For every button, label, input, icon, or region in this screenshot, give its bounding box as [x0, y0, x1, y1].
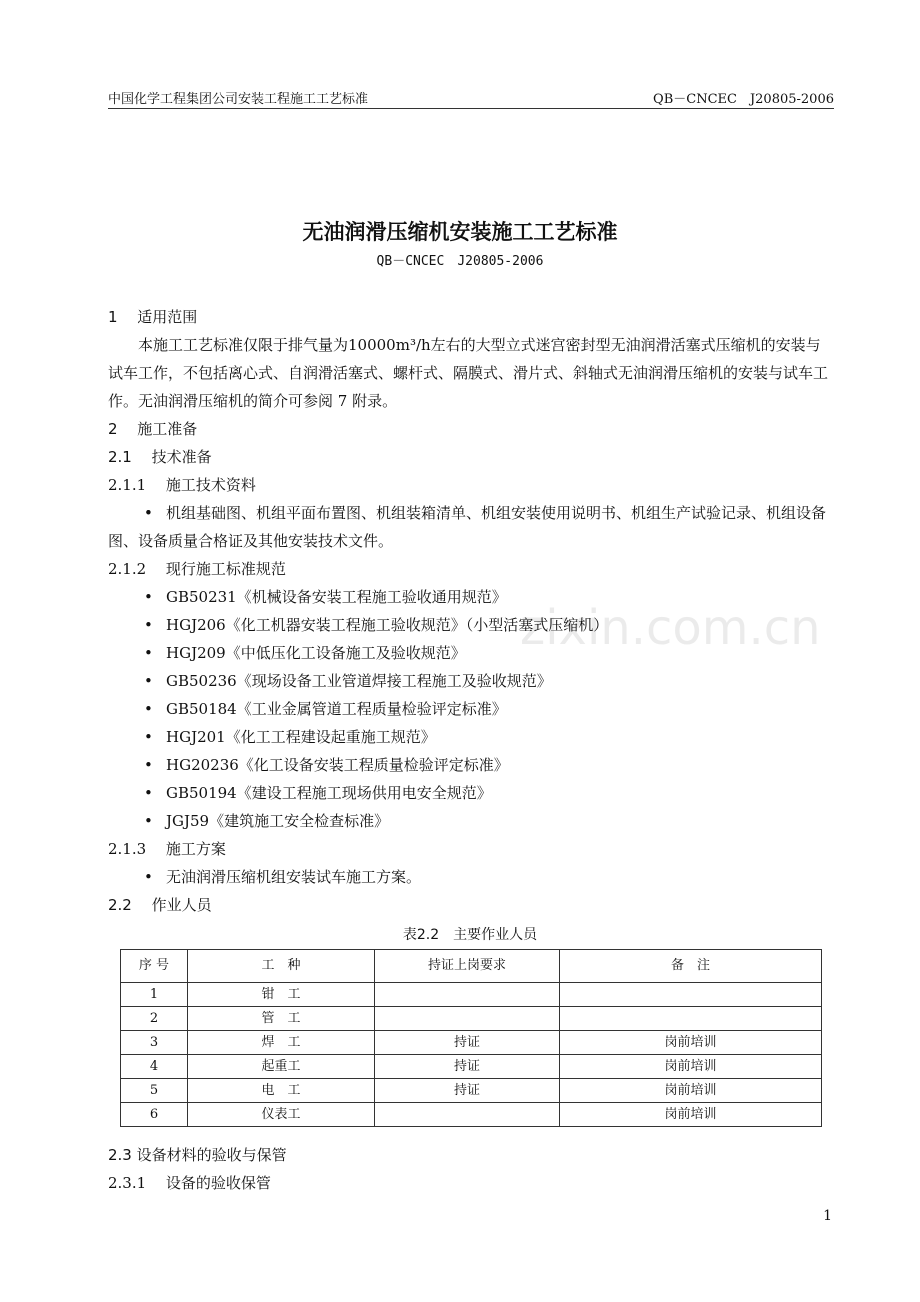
standard-item [108, 695, 832, 723]
section-2-1-heading: 2.1 技术准备 [108, 448, 212, 466]
table-row [121, 1103, 822, 1127]
cell-number: 3 [121, 1031, 188, 1055]
cell-remarks [560, 983, 822, 1007]
cell-certification: 持证 [375, 1055, 560, 1079]
header-cell-remarks: 备 注 [560, 950, 822, 983]
cell-remarks: 岗前培训 [560, 1031, 822, 1055]
standard-item [108, 779, 832, 807]
standard-item-text: HG20236《化工设备安装工程质量检验评定标准》 [166, 756, 509, 774]
header-cell-certification: 持证上岗要求 [375, 950, 560, 983]
cell-number: 2 [121, 1007, 188, 1031]
table-caption: 表2.2 主要作业人员 [402, 927, 538, 943]
cell-certification [375, 1103, 560, 1127]
cell-number: 5 [121, 1079, 188, 1103]
table-header-row [121, 950, 822, 983]
cell-trade: 钳 工 [188, 983, 375, 1007]
standard-item-text: HGJ206《化工机器安装工程施工验收规范》（小型活塞式压缩机） [166, 616, 609, 634]
section-2-1-1-heading: 2.1.1 施工技术资料 [108, 476, 256, 494]
standard-item [108, 611, 832, 639]
cell-trade: 电 工 [188, 1079, 375, 1103]
plan-item-text: 无油润滑压缩机组安装试车施工方案。 [166, 868, 422, 886]
standard-item-text: GB50231《机械设备安装工程施工验收通用规范》 [166, 588, 507, 606]
standard-item [108, 667, 832, 695]
header-right: QB－CNCEC J20805-2006 [653, 92, 834, 107]
section-2-2-heading: 2.2 作业人员 [108, 896, 212, 914]
bullet-icon: • • [144, 504, 153, 522]
plan-item [108, 863, 832, 891]
cell-number: 6 [121, 1103, 188, 1127]
document-title: 无油润滑压缩机安装施工工艺标准 [302, 220, 618, 244]
cell-remarks: 岗前培训 [560, 1055, 822, 1079]
cell-trade: 起重工 [188, 1055, 375, 1079]
standard-item [108, 639, 832, 667]
cell-number: 1 [121, 983, 188, 1007]
table-row [121, 983, 822, 1007]
table-row [121, 1031, 822, 1055]
standard-item [108, 751, 832, 779]
standard-item-text: GB50194《建设工程施工现场供用电安全规范》 [166, 784, 492, 802]
page-number: 1 [823, 1208, 832, 1224]
cell-number: 4 [121, 1055, 188, 1079]
header-cell-number: 序 号 [121, 950, 188, 983]
standard-item-text: HGJ201《化工工程建设起重施工规范》 [166, 728, 436, 746]
cell-remarks: 岗前培训 [560, 1103, 822, 1127]
standard-item-text: HGJ209《中低压化工设备施工及验收规范》 [166, 644, 466, 662]
section-2-1-3-heading: 2.1.3 施工方案 [108, 840, 226, 858]
cell-certification: 持证 [375, 1079, 560, 1103]
standard-item-text: GB50184《工业金属管道工程质量检验评定标准》 [166, 700, 507, 718]
header-cell-trade: 工 种 [188, 950, 375, 983]
standard-item [108, 723, 832, 751]
document-body [108, 303, 832, 1197]
section-2-1-2-heading: 2.1.2 现行施工标准规范 [108, 560, 286, 578]
standard-item [108, 807, 832, 835]
table-row [121, 1055, 822, 1079]
section-2-heading: 2 施工准备 [108, 420, 198, 438]
header-left: 中国化学工程集团公司安装工程施工工艺标准 [108, 92, 369, 107]
standard-item-text: JGJ59《建筑施工安全检查标准》 [166, 812, 390, 830]
table-row [121, 1079, 822, 1103]
cell-remarks [560, 1007, 822, 1031]
tech-docs-text: 机组基础图、机组平面布置图、机组装箱清单、机组安装使用说明书、机组生产试验记录、机组设备图、设备质量合格证及其他安装技术文件。 [108, 504, 827, 550]
staff-table [120, 949, 822, 1127]
cell-trade: 焊 工 [188, 1031, 375, 1055]
section-2-3-heading: 2.3 设备材料的验收与保管 [108, 1146, 287, 1164]
table-row [121, 1007, 822, 1031]
standard-item [108, 583, 832, 611]
cell-certification: 持证 [375, 1031, 560, 1055]
cell-trade: 仪表工 [188, 1103, 375, 1127]
document-code: QB－CNCEC J20805-2006 [376, 254, 544, 269]
tech-docs-item [108, 499, 832, 555]
table-body [121, 983, 822, 1127]
section-2-3-1-heading: 2.3.1 设备的验收保管 [108, 1174, 271, 1192]
section-1-paragraph: 本施工工艺标准仅限于排气量为10000m³/h左右的大型立式迷宫密封型无油润滑活塞式压缩机的安装与试车工作，不包括离心式、自润滑活塞式、螺杆式、隔膜式、滑片式、斜轴式无油润滑压缩机的安装与试车工作。无油润滑压缩机的简介可参阅 7 附录。 [108, 336, 829, 410]
cell-remarks: 岗前培训 [560, 1079, 822, 1103]
standards-list [108, 583, 832, 835]
cell-trade: 管 工 [188, 1007, 375, 1031]
standard-item-text: GB50236《现场设备工业管道焊接工程施工及验收规范》 [166, 672, 552, 690]
cell-certification [375, 1007, 560, 1031]
section-1-heading: 1 适用范围 [108, 308, 198, 326]
page-header [108, 88, 834, 107]
header-rule [108, 108, 834, 109]
cell-certification [375, 983, 560, 1007]
watermark: zixin.com.cn [520, 600, 821, 656]
